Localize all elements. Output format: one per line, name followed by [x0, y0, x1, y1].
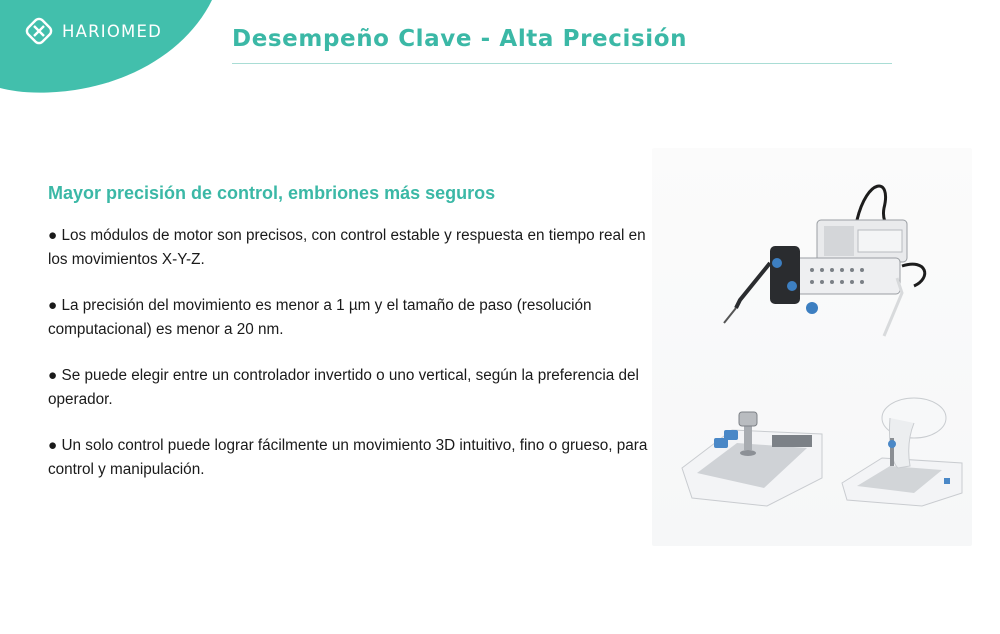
product-photo-panel: [652, 148, 972, 546]
page-title: Desempeño Clave - Alta Precisión: [232, 26, 688, 52]
feature-bullet-3: ● Se puede elegir entre un controlador invertido o uno vertical, según la preferencia del operador.: [48, 367, 639, 408]
product-illustration: [652, 148, 972, 546]
title-divider: [232, 63, 892, 64]
inverted-controller-image: [682, 412, 822, 506]
brand-logo: [22, 14, 162, 48]
vertical-controller-image: [842, 398, 962, 506]
feature-bullet-1: ● Los módulos de motor son precisos, con control estable y respuesta en tiempo real en los movimientos X-Y-Z.: [48, 227, 646, 268]
feature-bullet-4: ● Un solo control puede lograr fácilmente un movimiento 3D intuitivo, fino o grueso, para control y manipulación.: [48, 437, 648, 478]
section-heading: Mayor precisión de control, embriones más seguros: [48, 183, 496, 203]
feature-bullet-2: ● La precisión del movimiento es menor a 1 µm y el tamaño de paso (resolución computacional) es menor a 20 nm.: [48, 297, 592, 338]
manipulator-module-image: [724, 186, 925, 336]
brand-name: HARIOMED: [62, 21, 162, 41]
feature-list: [48, 224, 658, 504]
hariomed-logo-icon: [22, 14, 56, 48]
